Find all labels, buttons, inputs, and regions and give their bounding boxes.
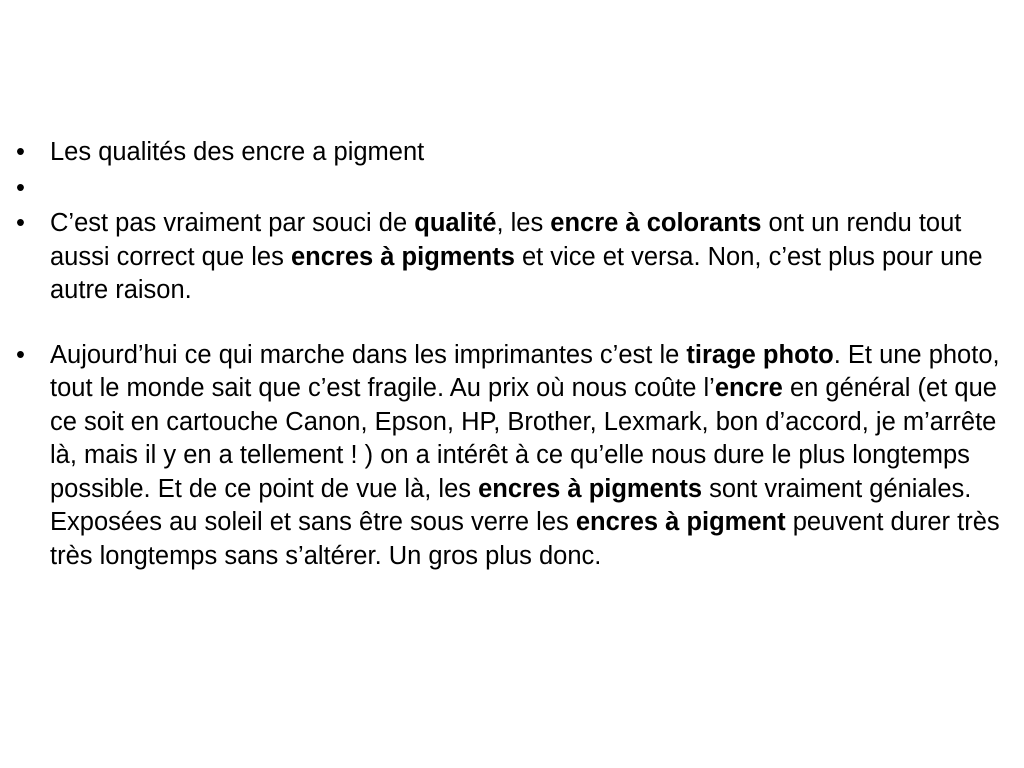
bullet-text: Aujourd’hui ce qui marche dans les imprimantes c’est le bbox=[50, 340, 687, 369]
bullet-text: peuvent durer très très longtemps sans s’altérer. Un gros plus donc. bbox=[50, 508, 1000, 570]
bullet-text: ont un rendu tout aussi correct que les bbox=[50, 209, 962, 271]
bold-term: tirage photo bbox=[686, 340, 834, 369]
bullet-text: et vice et versa. Non, c’est plus pour une autre raison. bbox=[50, 242, 983, 304]
bullet-text: sont vraiment géniales. Exposées au soleil et sans être sous verre les bbox=[50, 474, 972, 536]
bullet-item-quality bbox=[16, 207, 1016, 308]
bold-term: encres à pigments bbox=[478, 474, 703, 503]
bullet-text: . Et une photo, tout le monde sait que c’est fragile. Au prix où nous coûte l’ bbox=[50, 340, 1000, 402]
bold-term: encres à pigment bbox=[575, 508, 786, 536]
bullet-text: , les bbox=[496, 209, 551, 237]
bold-term: encres à pigments bbox=[290, 242, 515, 271]
bold-term: encre à colorants bbox=[550, 209, 762, 237]
bullet-text: C’est pas vraiment par souci de bbox=[50, 209, 415, 237]
bullet-item-photo bbox=[16, 339, 1016, 574]
bullet-item-empty bbox=[16, 172, 1016, 206]
bold-term: qualité bbox=[414, 209, 497, 237]
bullet-text: en général (et que ce soit en cartouche Canon, Epson, HP, Brother, Lexmark, bon d’accord, je m’arrête là, mais il y en a tellement ! ) on a intérêt à ce qu’elle nous dure le plus longtemps possible. Et de ce point de vue là, les bbox=[50, 374, 997, 503]
bold-term: encre bbox=[714, 374, 783, 402]
bullet-item-title bbox=[16, 136, 1016, 170]
bullet-list bbox=[16, 136, 1016, 573]
bullet-text: Les qualités des encre a pigment bbox=[50, 138, 425, 166]
